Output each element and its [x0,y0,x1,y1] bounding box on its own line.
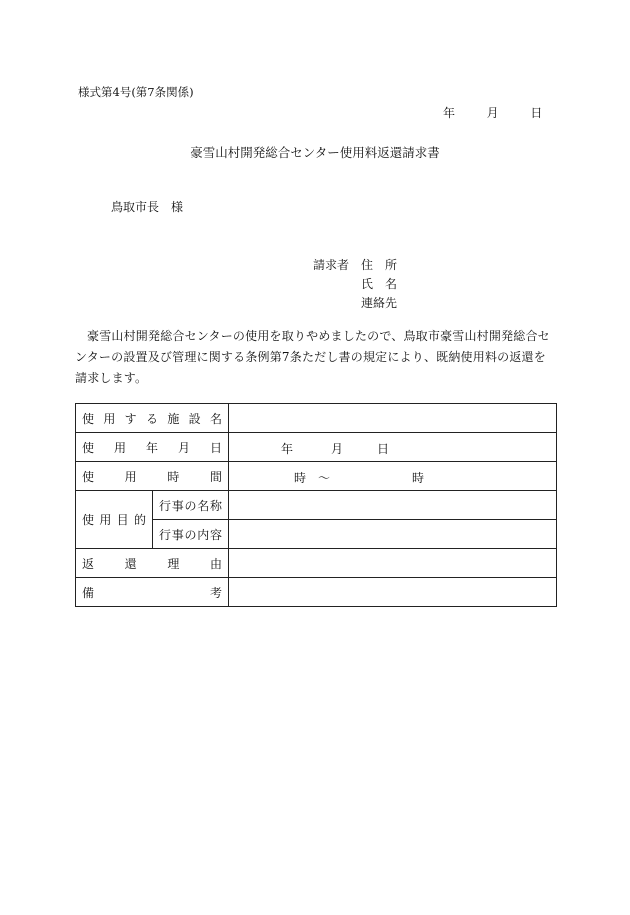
refund-reason-value-cell[interactable] [229,549,557,578]
date-year: 年 [443,106,456,120]
requester-contact-label: 連絡先 [361,296,398,310]
refund-reason-label-cell [76,549,229,578]
table-row [76,491,557,520]
table-row [76,404,557,433]
table-row [76,433,557,462]
table-row [76,549,557,578]
requester-label: 請求者 [313,258,350,272]
event-name-value-cell[interactable] [229,491,557,520]
form-number: 様式第4号(第7条関係) [78,85,194,99]
event-content-label-cell [153,520,229,549]
remarks-label: 備 考 [82,585,223,600]
date-label-cell [76,433,229,462]
table-row [76,578,557,607]
remarks-label-cell [76,578,229,607]
purpose-label-cell [76,491,153,549]
requester-name-label: 氏 名 [361,277,398,291]
event-content-value-cell[interactable] [229,520,557,549]
use-day-unit: 日 [377,442,390,456]
time-label-cell [76,462,229,491]
facility-label: 使 用 す る 施 設 名 [82,411,222,426]
date-line [443,104,542,121]
time-value-cell[interactable] [229,462,557,491]
date-value-cell[interactable] [229,433,557,462]
facility-value-cell[interactable] [229,404,557,433]
time-to-unit: 時 [412,471,425,485]
requester-address-label: 住 所 [361,258,398,272]
date-label: 使 用 年 月 日 [82,440,223,455]
facility-label-cell [76,404,229,433]
refund-reason-label: 返 還 理 由 [82,556,222,571]
event-name-label: 行 事 の 名 称 [159,498,223,513]
use-month-unit: 月 [331,442,344,456]
page-title: 豪雪山村開発総合センター使用料返還請求書 [190,145,440,160]
refund-request-table [75,403,557,607]
use-year-unit: 年 [281,442,294,456]
body-text: 豪雪山村開発総合センターの使用を取りやめましたので、鳥取市豪雪山村開発総合センターの設置及び管理に関する条例第7条ただし書の規定により、既納使用料の返還を請求します。 [75,329,550,385]
table-row [76,462,557,491]
purpose-label: 使 用 目 的 [82,513,146,527]
time-label: 使 用 時 間 [82,469,222,484]
event-name-label-cell [153,491,229,520]
time-tilde: ～ [318,471,331,485]
time-from-unit: 時 [294,471,307,485]
date-day: 日 [530,106,543,120]
remarks-value-cell[interactable] [229,578,557,607]
event-content-label: 行 事 の 内 容 [159,527,223,542]
addressee: 鳥取市長 様 [111,200,184,214]
date-month: 月 [486,106,499,120]
